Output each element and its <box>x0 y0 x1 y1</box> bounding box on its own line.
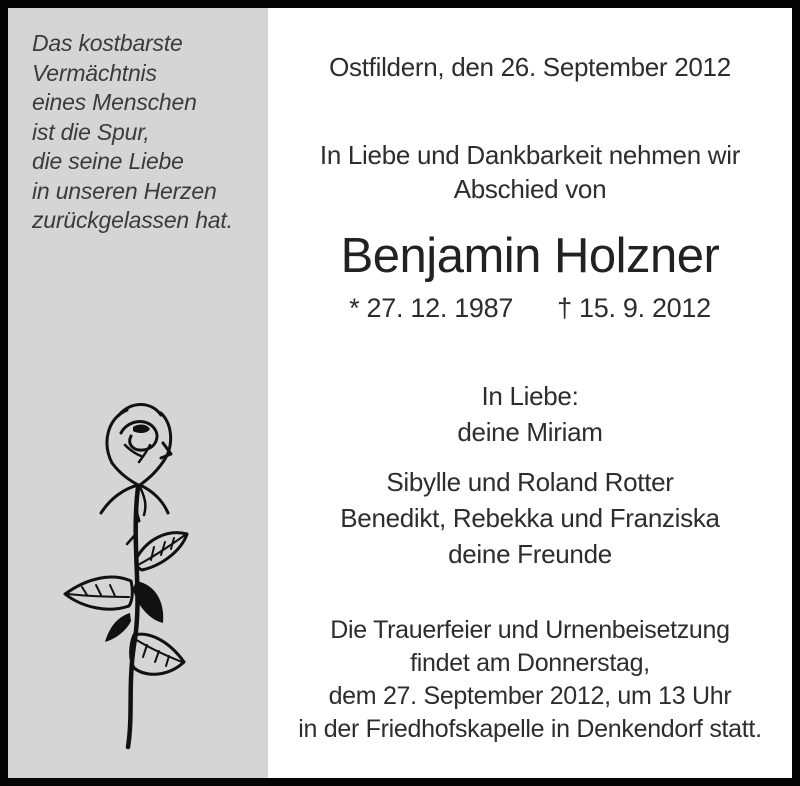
funeral-details <box>268 614 792 746</box>
quote-panel <box>8 8 268 778</box>
mourners-secondary <box>268 464 792 572</box>
intro-text <box>268 138 792 206</box>
memorial-quote <box>32 29 233 236</box>
quote-line: Vermächtnis <box>32 59 157 86</box>
life-dates <box>268 293 792 324</box>
quote-line: in unseren Herzen <box>32 177 217 204</box>
funeral-line: findet am Donnerstag, <box>410 649 650 677</box>
quote-line: zurückgelassen hat. <box>32 207 233 233</box>
announcement-panel <box>268 8 792 778</box>
quote-line: Das kostbarste <box>32 30 183 56</box>
quote-line: ist die Spur, <box>32 118 150 145</box>
place-dateline: Ostfildern, den 26. September 2012 <box>329 52 731 82</box>
funeral-line: dem 27. September 2012, um 13 Uhr <box>328 682 732 710</box>
intro-line: In Liebe und Dankbarkeit nehmen wir <box>319 140 741 170</box>
death-date: † 15. 9. 2012 <box>557 293 711 323</box>
mourners-line: In Liebe: <box>481 381 579 411</box>
mourners-line: deine Freunde <box>448 539 612 569</box>
mourners-line: deine Miriam <box>457 417 603 447</box>
funeral-line: in der Friedhofskapelle in Denkendorf statt. <box>298 715 762 743</box>
mourners-line: Sibylle und Roland Rotter <box>386 467 674 497</box>
intro-line: Abschied von <box>453 174 607 204</box>
mourners-primary <box>268 378 792 450</box>
deceased-name: Benjamin Holzner <box>340 229 720 283</box>
birth-date: * 27. 12. 1987 <box>349 293 514 323</box>
mourners-line: Benedikt, Rebekka und Franziska <box>340 503 720 533</box>
quote-line: die seine Liebe <box>32 148 184 174</box>
funeral-line: Die Trauerfeier und Urnenbeisetzung <box>330 616 730 644</box>
rose-icon <box>55 385 195 755</box>
quote-line: eines Menschen <box>32 89 197 115</box>
